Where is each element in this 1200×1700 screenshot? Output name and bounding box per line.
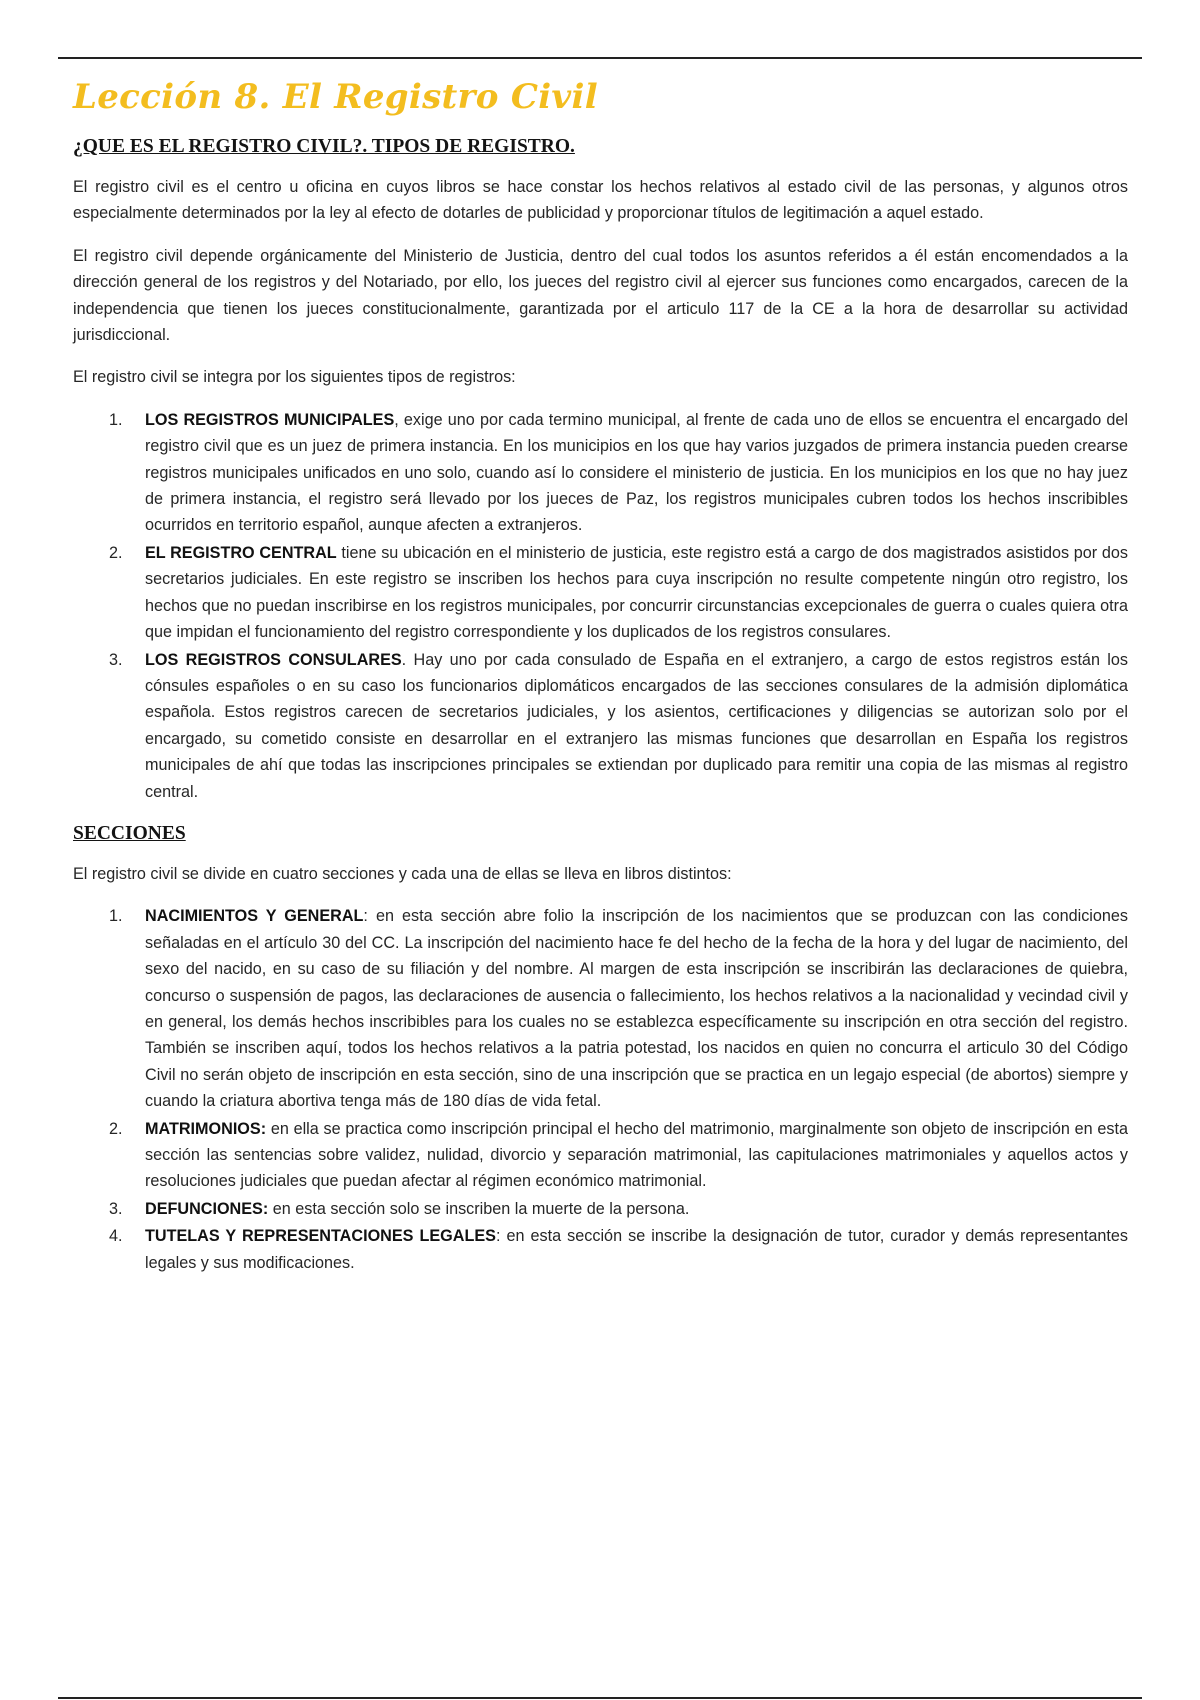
list-item bbox=[73, 903, 1128, 1114]
list-number: 2. bbox=[109, 543, 123, 562]
list-text: . Hay uno por cada consulado de España en el extranjero, a cargo de estos registros están los cónsules españoles o en su caso los funcionarios diplomáticos encargados de las secciones consulares de la admisión diplomática española. Estos registros carecen de secretarios judiciales, y los asientos, certificaciones y diligencias se autorizan solo por el encargado, su cometido consiste en desarrollar en el extranjero las mismas funciones que desarrollan en España los registros municipales de ahí que todas las inscripciones principales se extiendan por duplicado para remitir una copia de las mismas al registro central. bbox=[145, 650, 1128, 801]
list-term: TUTELAS Y REPRESENTACIONES LEGALES bbox=[145, 1227, 496, 1246]
top-rule bbox=[58, 57, 1142, 59]
sections-list bbox=[73, 903, 1128, 1276]
bottom-rule bbox=[58, 1697, 1142, 1699]
paragraph: El registro civil es el centro u oficina en cuyos libros se hace constar los hechos relativos al estado civil de las personas, y algunos otros especialmente determinados por la ley al efecto de dotarles de publicidad y proporcionar títulos de legitimación a aquel estado. bbox=[73, 178, 1128, 223]
list-number: 2. bbox=[109, 1119, 123, 1138]
list-number: 3. bbox=[109, 650, 123, 669]
registry-types-list bbox=[73, 407, 1128, 805]
list-term: NACIMIENTOS Y GENERAL bbox=[145, 907, 364, 926]
heading-que-es: ¿QUE ES EL REGISTRO CIVIL?. TIPOS DE REGISTRO. bbox=[73, 136, 575, 157]
list-text: : en esta sección abre folio la inscripción de los nacimientos que se produzcan con las condiciones señaladas en el artículo 30 del CC. La inscripción del nacimiento hace fe del hecho de la fecha de la hora y del lugar de nacimiento, del sexo del nacido, en su caso de su filiación y del nombre. Al margen de esta inscripción se inscribirán las declaraciones de quiebra, concurso o suspensión de pagos, las declaraciones de ausencia o fallecimiento, los hechos relativos a la nacionalidad y vecindad civil y en general, los demás hechos inscribibles para los cuales no se establezca específicamente su inscripción en otra sección del registro. También se inscriben aquí, todos los hechos relativos a la patria potestad, los nacidos en quien no concurra el articulo 30 del Código Civil no serán objeto de inscripción en esta sección, sino de una inscripción que se practica en un legajo especial (de abortos) siempre y cuando la criatura abortiva tenga más de 180 días de vida fetal. bbox=[145, 907, 1128, 1111]
list-term: EL REGISTRO CENTRAL bbox=[145, 543, 337, 562]
list-number: 1. bbox=[109, 907, 123, 926]
list-term: DEFUNCIONES: bbox=[145, 1199, 269, 1218]
list-term: LOS REGISTROS CONSULARES bbox=[145, 650, 402, 669]
list-number: 4. bbox=[109, 1227, 123, 1246]
paragraph: El registro civil se divide en cuatro secciones y cada una de ellas se lleva en libros distintos: bbox=[73, 864, 732, 883]
list-text: : en esta sección se inscribe la designación de tutor, curador y demás representantes legales y sus modificaciones. bbox=[145, 1227, 1128, 1272]
list-text: , exige uno por cada termino municipal, al frente de cada uno de ellos se encuentra el encargado del registro civil que es un juez de primera instancia. En los municipios en los que hay varios juzgados de primera instancia pueden crearse registros municipales unificados en uno solo, cuando así lo considere el ministerio de justicia. En los municipios en los que no hay juez de primera instancia, el registro será llevado por los jueces de Paz, los registros municipales cubren todos los hechos inscribibles ocurridos en territorio español, aunque afecten a extranjeros. bbox=[145, 410, 1128, 535]
list-text: en ella se practica como inscripción principal el hecho del matrimonio, marginalmente son objeto de inscripción en esta sección las sentencias sobre validez, nulidad, divorcio y separación matrimonial, las capitulaciones matrimoniales y aquellos actos y resoluciones judiciales que puedan afectar al régimen económico matrimonial. bbox=[145, 1119, 1128, 1191]
list-item bbox=[73, 647, 1128, 805]
list-number: 3. bbox=[109, 1199, 123, 1218]
list-term: MATRIMONIOS: bbox=[145, 1119, 267, 1138]
paragraph: El registro civil depende orgánicamente del Ministerio de Justicia, dentro del cual todos los asuntos referidos a él están encomendados a la dirección general de los registros y del Notariado, por ello, los jueces del registro civil al ejercer sus funciones como encargados, carecen de la independencia que tienen los jueces constitucionalmente, garantizada por el articulo 117 de la CE a la hora de desarrollar su actividad jurisdiccional. bbox=[73, 246, 1128, 345]
list-number: 1. bbox=[109, 410, 123, 429]
list-term: LOS REGISTROS MUNICIPALES bbox=[145, 410, 395, 429]
list-item bbox=[73, 407, 1128, 539]
document-body bbox=[73, 74, 1128, 1292]
page-title: Lección 8. El Registro Civil bbox=[73, 77, 598, 117]
list-item bbox=[73, 1223, 1128, 1276]
heading-secciones: SECCIONES bbox=[73, 822, 186, 844]
list-item bbox=[73, 1116, 1128, 1195]
list-item bbox=[73, 540, 1128, 646]
list-item bbox=[73, 1196, 1128, 1222]
list-text: tiene su ubicación en el ministerio de justicia, este registro está a cargo de dos magistrados asistidos por dos secretarios judiciales. En este registro se inscriben los hechos para cuya inscripción no resulte competente ningún otro registro, los hechos que no puedan inscribirse en los registros municipales, por concurrir circunstancias excepcionales de guerra o cuales quiera otra que impidan el funcionamiento del registro correspondiente y los duplicados de los registros consulares. bbox=[145, 543, 1128, 642]
list-text: en esta sección solo se inscriben la muerte de la persona. bbox=[268, 1199, 690, 1218]
paragraph: El registro civil se integra por los siguientes tipos de registros: bbox=[73, 368, 516, 387]
